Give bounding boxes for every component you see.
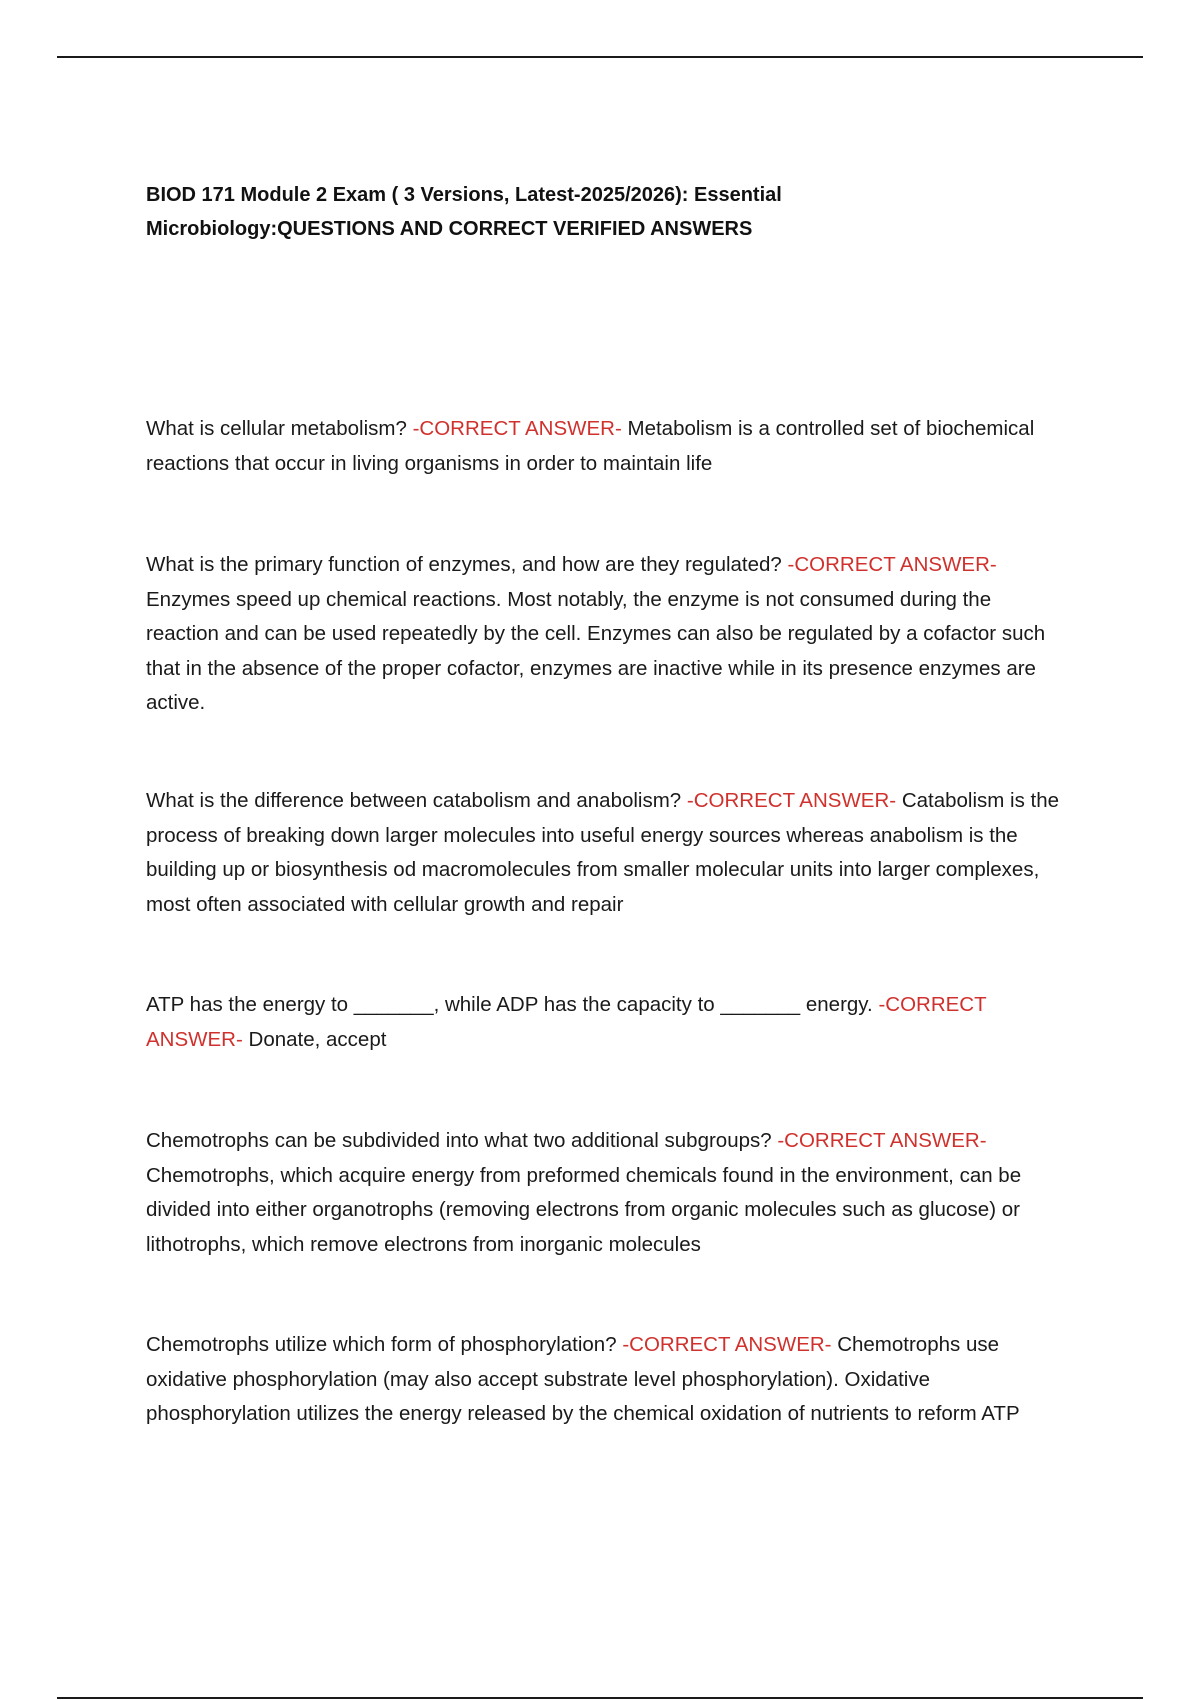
correct-answer-marker: -CORRECT ANSWER- (412, 417, 622, 440)
answer-text: Donate, accept (248, 1027, 387, 1051)
question-text: What is the difference between catabolism and anabolism? (146, 789, 682, 812)
question-text: Chemotrophs utilize which form of phosphorylation? (146, 1333, 617, 1356)
answer-text: Chemotrophs, which acquire energy from preformed chemicals found in the environment, can be divided into either organotrophs (removing electrons from organic molecules such as glucose) or lithotrophs, which remove electrons from inorganic molecules (146, 1163, 1022, 1256)
qa-item (146, 412, 1066, 481)
qa-item (146, 784, 1066, 922)
question-text: What is cellular metabolism? (146, 417, 407, 440)
correct-answer-marker: -CORRECT ANSWER- (787, 553, 997, 576)
question-text: Chemotrophs can be subdivided into what two additional subgroups? (146, 1129, 772, 1152)
qa-item (146, 1124, 1066, 1262)
correct-answer-marker: -CORRECT ANSWER- (622, 1333, 832, 1356)
qa-item (146, 988, 1066, 1057)
correct-answer-marker: -CORRECT ANSWER- (777, 1129, 987, 1152)
document-title: BIOD 171 Module 2 Exam ( 3 Versions, Latest-2025/2026): Essential Microbiology:QUESTIONS AND CORRECT VERIFIED ANSWERS (146, 184, 782, 240)
qa-item (146, 1328, 1066, 1432)
answer-text: Catabolism is the process of breaking down larger molecules into useful energy sources whereas anabolism is the building up or biosynthesis od macromolecules from smaller molecular units into larger complexes, most often associated with cellular growth and repair (146, 789, 1060, 916)
answer-text: Metabolism is a controlled set of biochemical reactions that occur in living organisms in order to maintain life (146, 417, 1035, 475)
top-rule (57, 56, 1143, 58)
question-text: ATP has the energy to _______, while ADP has the capacity to _______ energy. (146, 993, 873, 1016)
answer-text: Enzymes speed up chemical reactions. Most notably, the enzyme is not consumed during the reaction and can be used repeatedly by the cell. Enzymes can also be regulated by a cofactor such that in the absence of the proper cofactor, enzymes are inactive while in its presence enzymes are active. (146, 587, 1046, 714)
question-text: What is the primary function of enzymes, and how are they regulated? (146, 553, 782, 576)
qa-item (146, 548, 1066, 721)
correct-answer-marker: -CORRECT ANSWER- (146, 993, 987, 1051)
correct-answer-marker: -CORRECT ANSWER- (686, 789, 897, 812)
bottom-rule (57, 1697, 1143, 1699)
answer-text: Chemotrophs use oxidative phosphorylation (may also accept substrate level phosphorylation). Oxidative phosphorylation utilizes the energy released by the chemical oxidation of nutrients to reform ATP (146, 1333, 1020, 1425)
